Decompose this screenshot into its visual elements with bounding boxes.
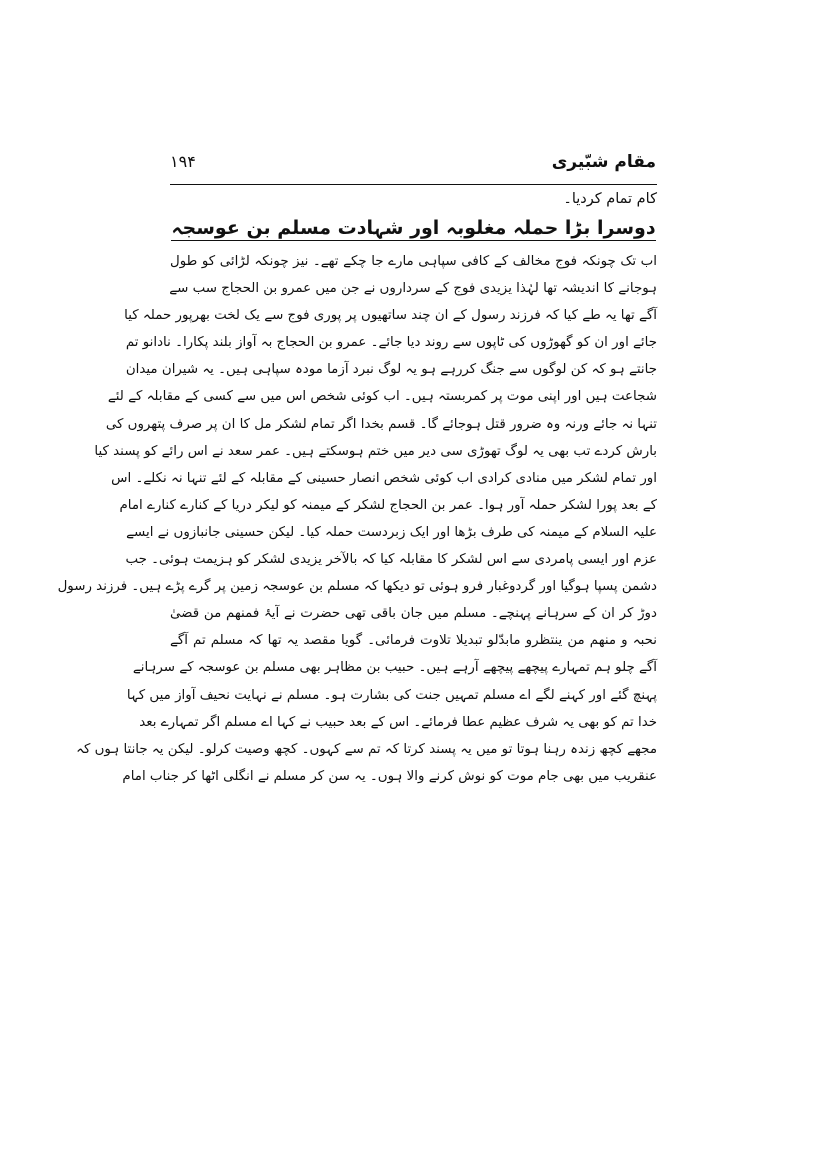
page-number: ۱۹۴ (170, 152, 196, 171)
body-line: شجاعت ہیں اور اپنی موت پر کمربستہ ہیں۔ اب کوئی شخص اس میں سے کسی کے مقابلہ کے لئے (107, 389, 657, 405)
body-line: ہوجانے کا اندیشہ تھا لہٰذا یزیدی فوج کے سرداروں نے جن میں عمرو بن الحجاج سب سے (169, 281, 657, 297)
body-line: تنہا نہ جائے ورنہ وہ ضرور قتل ہوجائے گا۔ قسم بخدا اگر تمام لشکر مل کا ان پر صرف پتھروں کی (105, 416, 657, 432)
body-line: جانتے ہو کہ کن لوگوں سے جنگ کررہے ہو یہ لوگ نبرد آزما مودہ سپاہی ہیں۔ یہ شیران میدان (125, 362, 657, 378)
body-text (57, 248, 657, 790)
body-line: دشمن پسپا ہوگیا اور گردوغبار فرو ہوئی تو دیکھا کہ مسلم بن عوسجہ زمین پر گرے پڑے ہیں۔ فرزند رسول (57, 579, 657, 595)
body-line: دوڑ کر ان کے سرہانے پہنچے۔ مسلم میں جان باقی تھی حضرت نے آیۂ فمنھم من قضیٰ (170, 606, 657, 622)
page-content (57, 186, 657, 790)
body-line: اب تک چونکہ فوج مخالف کے کافی سپاہی مارے جا چکے تھے۔ نیز چونکہ لڑائی کو طول (170, 254, 657, 269)
body-line: بارش کردے تب بھی یہ لوگ تھوڑی سی دیر میں ختم ہوسکتے ہیں۔ عمر سعد نے اس رائے کو پسند کیا (94, 443, 657, 459)
section-heading (170, 212, 657, 244)
book-title: مقام شبّیری (551, 152, 656, 172)
body-line: عزم اور ایسی پامردی سے اس لشکر کا مقابلہ کیا کہ بالآخر یزیدی لشکر کو ہزیمت ہوئی۔ جب (125, 552, 657, 568)
body-line: آگے تھا یہ طے کیا کہ فرزند رسول کے ان چند ساتھیوں پر پوری فوج سے یک لخت بھرپور حملہ کیا (124, 308, 657, 324)
header-divider (170, 184, 657, 185)
body-line: اور تمام لشکر میں منادی کرادی اب کوئی شخص انصار حسینی کے مقابلہ کے لئے تنہا نہ نکلے۔ اس (111, 470, 657, 486)
section-heading-text: دوسرا بڑا حملہ مغلوبہ اور شہادت مسلم بن عوسجہ (171, 217, 656, 239)
body-line: پہنچ گئے اور کہنے لگے اے مسلم تمہیں جنت کی بشارت ہو۔ مسلم نے نہایت نحیف آواز میں کہا (126, 687, 657, 703)
intro-line: کام تمام کردیا۔ (563, 191, 657, 207)
body-line: آگے چلو ہم تمہارے پیچھے پیچھے آرہے ہیں۔ حبیب بن مظاہر بھی مسلم بن عوسجہ کے سرہانے (132, 660, 657, 676)
body-line: عنقریب میں بھی جام موت کو نوش کرنے والا ہوں۔ یہ سن کر مسلم نے انگلی اٹھا کر جناب امام (122, 768, 657, 784)
page-header (170, 150, 656, 180)
body-line: خدا تم کو بھی یہ شرف عظیم عطا فرمائے۔ اس کے بعد حبیب نے کہا اے مسلم اگر تمہارے بعد (139, 714, 657, 730)
body-line: نحبہ و منھم من ینتظرو مابدّلو تبدیلا تلاوت فرمائی۔ گویا مقصد یہ تھا کہ مسلم تم آگے (170, 633, 657, 649)
body-line: جائے اور ان کو گھوڑوں کی ٹاپوں سے روند دیا جائے۔ عمرو بن الحجاج بہ آواز بلند پکارا۔ نادانو تم (125, 335, 657, 351)
body-line: کے بعد پورا لشکر حملہ آور ہوا۔ عمر بن الحجاج لشکر کے میمنہ کو لیکر دریا کے کنارے کنارے امام (119, 497, 657, 513)
body-line: مجھے کچھ زندہ رہنا ہوتا تو میں یہ پسند کرتا کہ تم سے کہوں۔ کچھ وصیت کرلو۔ لیکن یہ جانتا ہوں کہ (76, 741, 657, 757)
body-line: علیہ السلام کے میمنہ کی طرف بڑھا اور ایک زبردست حملہ کیا۔ لیکن حسینی جانبازوں نے ایسے (126, 524, 657, 540)
